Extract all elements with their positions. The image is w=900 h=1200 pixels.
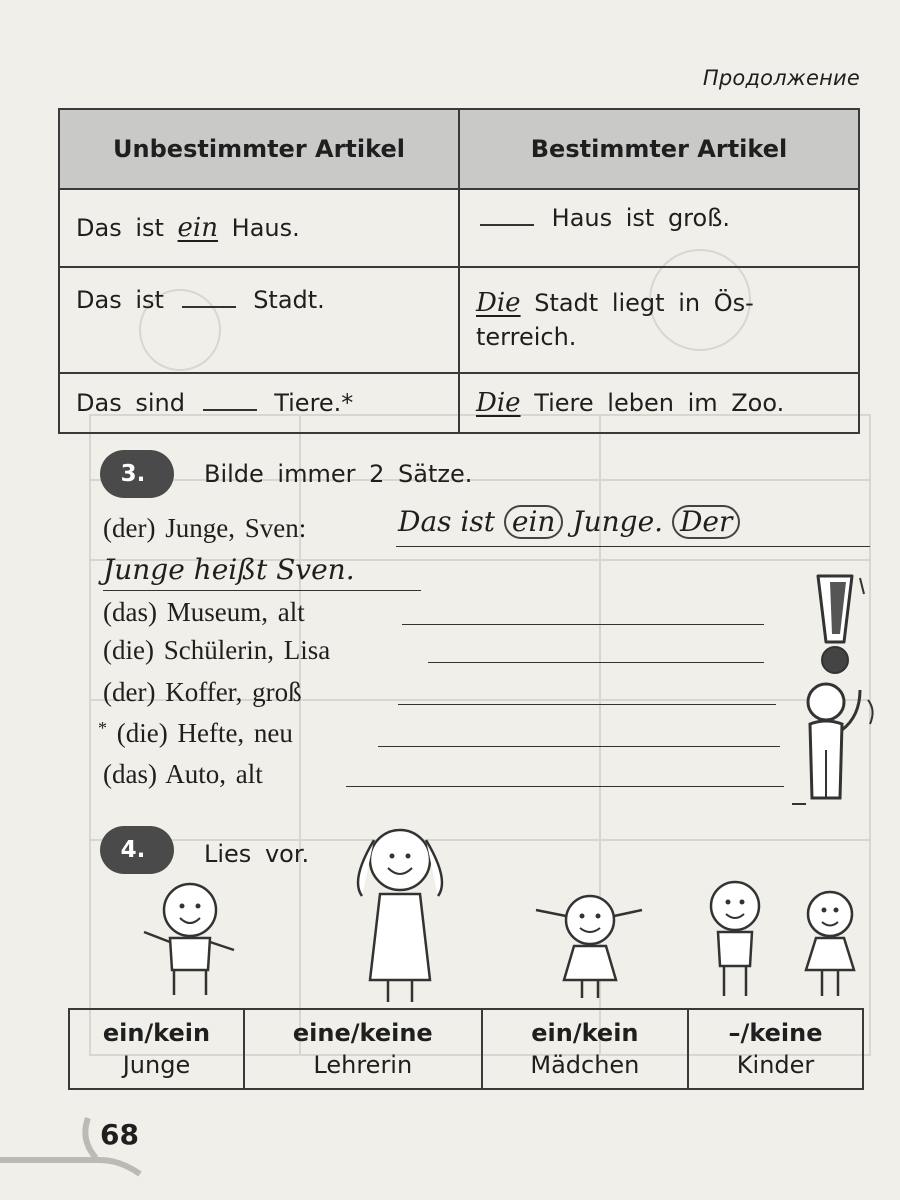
table-row xyxy=(59,373,859,433)
answer-blank[interactable] xyxy=(182,292,236,308)
exercise-prompt: (die) Schülerin, Lisa xyxy=(103,635,331,665)
children-illustration xyxy=(130,820,880,1010)
definite-cell: Haus ist groß. xyxy=(459,189,859,267)
table-cell: –/keine Kinder xyxy=(688,1009,863,1089)
circled-article: Der xyxy=(672,505,740,539)
continuation-label: Продолжение xyxy=(702,66,860,90)
writing-line[interactable] xyxy=(346,786,784,787)
handwritten-answer-line-2: Junge heißt Sven. xyxy=(103,553,355,586)
table-row xyxy=(59,267,859,373)
exclamation-icon xyxy=(806,568,866,678)
indefinite-cell: Das sind Tiere.* xyxy=(59,373,459,433)
circled-article: ein xyxy=(504,505,564,539)
page-number: 68 xyxy=(100,1118,139,1151)
table-cell: ein/kein Mädchen xyxy=(482,1009,688,1089)
exercise-prompt: (der) Junge, Sven: xyxy=(103,513,307,543)
exercise-prompt: (das) Museum, alt xyxy=(103,597,305,627)
star-mark: * xyxy=(98,718,107,738)
writing-line[interactable] xyxy=(396,546,870,547)
answer-blank[interactable] xyxy=(480,210,534,226)
exercise-prompt-starred: * (die) Hefte, neu xyxy=(98,718,293,748)
answer-blank[interactable] xyxy=(203,395,257,411)
writing-line[interactable] xyxy=(398,704,776,705)
waving-figure-illustration xyxy=(790,680,890,810)
indefinite-cell: Das ist Stadt. xyxy=(59,267,459,373)
articles-table xyxy=(58,108,860,434)
handwritten-answer: Die xyxy=(476,288,521,318)
handwritten-answer-line-1: Das ist ein Junge. Der xyxy=(398,505,740,539)
handwritten-answer: Die xyxy=(476,388,521,418)
header-indefinite-article: Unbestimmter Artikel xyxy=(59,109,459,189)
task-number-badge: 4. xyxy=(100,826,174,874)
task-title: Bilde immer 2 Sätze. xyxy=(204,460,473,488)
writing-line[interactable] xyxy=(402,624,764,625)
header-definite-article: Bestimmter Artikel xyxy=(459,109,859,189)
writing-line[interactable] xyxy=(428,662,764,663)
writing-line[interactable] xyxy=(378,746,780,747)
task-title: Lies vor. xyxy=(204,840,310,868)
table-cell: eine/keine Lehrerin xyxy=(244,1009,482,1089)
definite-cell: Die Tiere leben im Zoo. xyxy=(459,373,859,433)
table-cell: ein/kein Junge xyxy=(69,1009,244,1089)
handwritten-answer: ein xyxy=(177,213,218,243)
article-forms-table xyxy=(68,1008,864,1090)
page-tab-decoration xyxy=(0,1100,170,1180)
indefinite-cell: Das ist ein Haus. xyxy=(59,189,459,267)
definite-cell: Die Stadt liegt in Ös-terreich. xyxy=(459,267,859,373)
exercise-prompt: (das) Auto, alt xyxy=(103,759,263,789)
exercise-prompt: (der) Koffer, groß xyxy=(103,677,302,707)
writing-line[interactable] xyxy=(103,590,421,591)
table-row xyxy=(59,189,859,267)
task-number-badge: 3. xyxy=(100,450,174,498)
